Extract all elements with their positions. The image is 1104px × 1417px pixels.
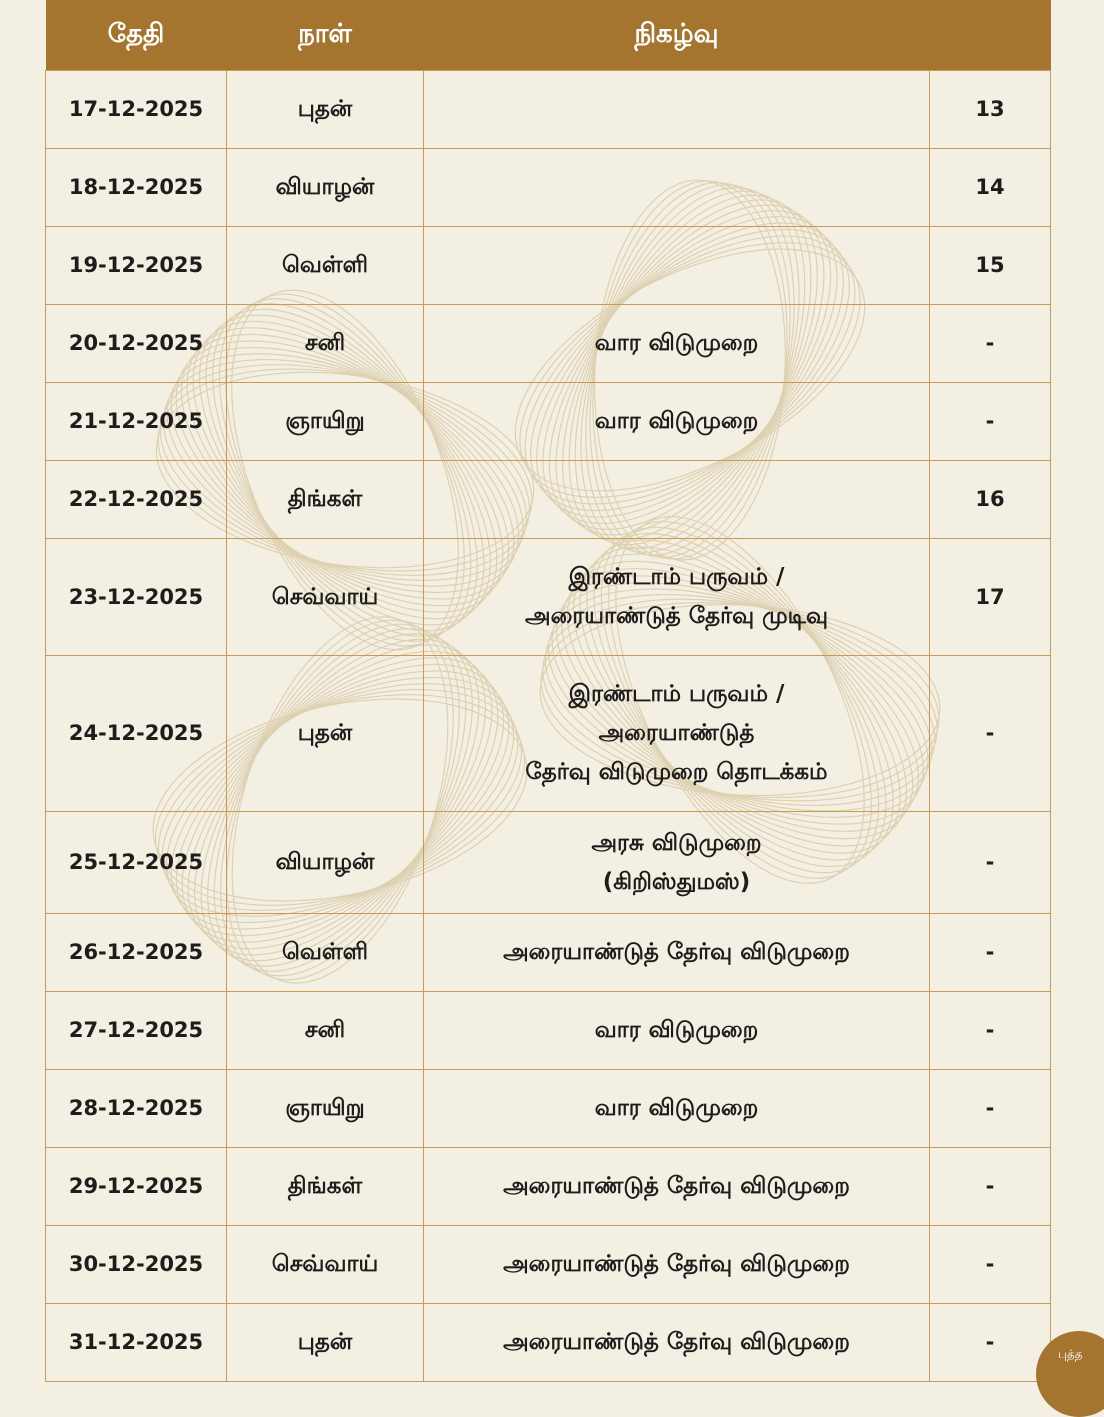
header-event-label: நிகழ்வு bbox=[634, 18, 719, 49]
working-day-number-cell: - bbox=[930, 383, 1051, 461]
working-day-number-cell: - bbox=[930, 992, 1051, 1070]
date-cell: 19-12-2025 bbox=[46, 227, 227, 305]
date-cell: 29-12-2025 bbox=[46, 1148, 227, 1226]
date-cell: 30-12-2025 bbox=[46, 1226, 227, 1304]
table-row bbox=[46, 305, 1051, 383]
event-cell bbox=[424, 1226, 930, 1304]
event-line: அரையாண்டுத் bbox=[598, 720, 755, 746]
event-line: வார விடுமுறை bbox=[594, 330, 759, 356]
header-date: தேதி bbox=[46, 0, 227, 71]
working-day-number-cell: - bbox=[930, 1304, 1051, 1382]
day-cell: வியாழன் bbox=[227, 812, 424, 914]
event-cell bbox=[424, 539, 930, 656]
event-cell bbox=[424, 1304, 930, 1382]
event-cell bbox=[424, 812, 930, 914]
working-day-number-cell: 17 bbox=[930, 539, 1051, 656]
day-cell: திங்கள் bbox=[227, 461, 424, 539]
working-day-number-cell: - bbox=[930, 305, 1051, 383]
table-row bbox=[46, 149, 1051, 227]
event-cell bbox=[424, 461, 930, 539]
event-cell bbox=[424, 1070, 930, 1148]
table-row bbox=[46, 1148, 1051, 1226]
date-cell: 23-12-2025 bbox=[46, 539, 227, 656]
day-cell: வியாழன் bbox=[227, 149, 424, 227]
table-row bbox=[46, 812, 1051, 914]
date-cell: 18-12-2025 bbox=[46, 149, 227, 227]
event-line: அரசு விடுமுறை bbox=[591, 829, 762, 856]
event-line: தேர்வு விடுமுறை தொடக்கம் bbox=[525, 759, 828, 785]
day-cell: திங்கள் bbox=[227, 1148, 424, 1226]
event-cell bbox=[424, 149, 930, 227]
date-cell: 27-12-2025 bbox=[46, 992, 227, 1070]
date-cell: 25-12-2025 bbox=[46, 812, 227, 914]
event-cell bbox=[424, 656, 930, 812]
event-cell bbox=[424, 914, 930, 992]
date-cell: 31-12-2025 bbox=[46, 1304, 227, 1382]
event-cell bbox=[424, 71, 930, 149]
date-cell: 22-12-2025 bbox=[46, 461, 227, 539]
working-day-number-cell: 15 bbox=[930, 227, 1051, 305]
event-line: (கிறிஸ்துமஸ்) bbox=[602, 868, 751, 895]
table-row bbox=[46, 656, 1051, 812]
event-line: அரையாண்டுத் தேர்வு விடுமுறை bbox=[503, 1173, 850, 1199]
event-line: அரையாண்டுத் தேர்வு முடிவு bbox=[525, 603, 828, 629]
day-cell: ஞாயிறு bbox=[227, 383, 424, 461]
event-cell bbox=[424, 227, 930, 305]
day-cell: புதன் bbox=[227, 71, 424, 149]
day-cell: வெள்ளி bbox=[227, 227, 424, 305]
table-row bbox=[46, 1226, 1051, 1304]
day-cell: புதன் bbox=[227, 656, 424, 812]
table-row bbox=[46, 1304, 1051, 1382]
working-day-number-cell: 14 bbox=[930, 149, 1051, 227]
event-line: இரண்டாம் பருவம் / bbox=[568, 564, 785, 590]
day-cell: ஞாயிறு bbox=[227, 1070, 424, 1148]
working-day-number-cell: - bbox=[930, 1070, 1051, 1148]
date-cell: 24-12-2025 bbox=[46, 656, 227, 812]
event-line: அரையாண்டுத் தேர்வு விடுமுறை bbox=[503, 1251, 850, 1277]
date-cell: 20-12-2025 bbox=[46, 305, 227, 383]
date-cell: 26-12-2025 bbox=[46, 914, 227, 992]
working-day-number-cell: - bbox=[930, 1226, 1051, 1304]
day-cell: செவ்வாய் bbox=[227, 1226, 424, 1304]
calendar-table bbox=[45, 0, 1051, 1382]
date-cell: 17-12-2025 bbox=[46, 71, 227, 149]
working-day-number-cell: - bbox=[930, 812, 1051, 914]
working-day-number-cell: - bbox=[930, 914, 1051, 992]
event-line: அரையாண்டுத் தேர்வு விடுமுறை bbox=[503, 1329, 850, 1355]
table-row bbox=[46, 914, 1051, 992]
table-row bbox=[46, 461, 1051, 539]
event-cell bbox=[424, 305, 930, 383]
table-row bbox=[46, 1070, 1051, 1148]
working-day-number-cell: 13 bbox=[930, 71, 1051, 149]
day-cell: சனி bbox=[227, 305, 424, 383]
event-line: வார விடுமுறை bbox=[594, 1095, 759, 1121]
table-header bbox=[46, 0, 1051, 71]
day-cell: புதன் bbox=[227, 1304, 424, 1382]
day-cell: செவ்வாய் bbox=[227, 539, 424, 656]
event-line: அரையாண்டுத் தேர்வு விடுமுறை bbox=[503, 939, 850, 965]
table-body bbox=[46, 71, 1051, 1382]
event-cell bbox=[424, 992, 930, 1070]
event-line: இரண்டாம் பருவம் / bbox=[568, 681, 785, 707]
table-row bbox=[46, 539, 1051, 656]
corner-badge-label: புத்த bbox=[1058, 1347, 1083, 1361]
event-cell bbox=[424, 383, 930, 461]
table-row bbox=[46, 71, 1051, 149]
day-cell: சனி bbox=[227, 992, 424, 1070]
event-line: வார விடுமுறை bbox=[594, 1017, 759, 1043]
event-cell bbox=[424, 1148, 930, 1226]
header-event bbox=[424, 0, 1051, 71]
header-day: நாள் bbox=[227, 0, 424, 71]
working-day-number-cell: 16 bbox=[930, 461, 1051, 539]
date-cell: 21-12-2025 bbox=[46, 383, 227, 461]
date-cell: 28-12-2025 bbox=[46, 1070, 227, 1148]
event-line: வார விடுமுறை bbox=[594, 408, 759, 434]
table-row bbox=[46, 992, 1051, 1070]
table-row bbox=[46, 383, 1051, 461]
table-row bbox=[46, 227, 1051, 305]
working-day-number-cell: - bbox=[930, 656, 1051, 812]
day-cell: வெள்ளி bbox=[227, 914, 424, 992]
working-day-number-cell: - bbox=[930, 1148, 1051, 1226]
